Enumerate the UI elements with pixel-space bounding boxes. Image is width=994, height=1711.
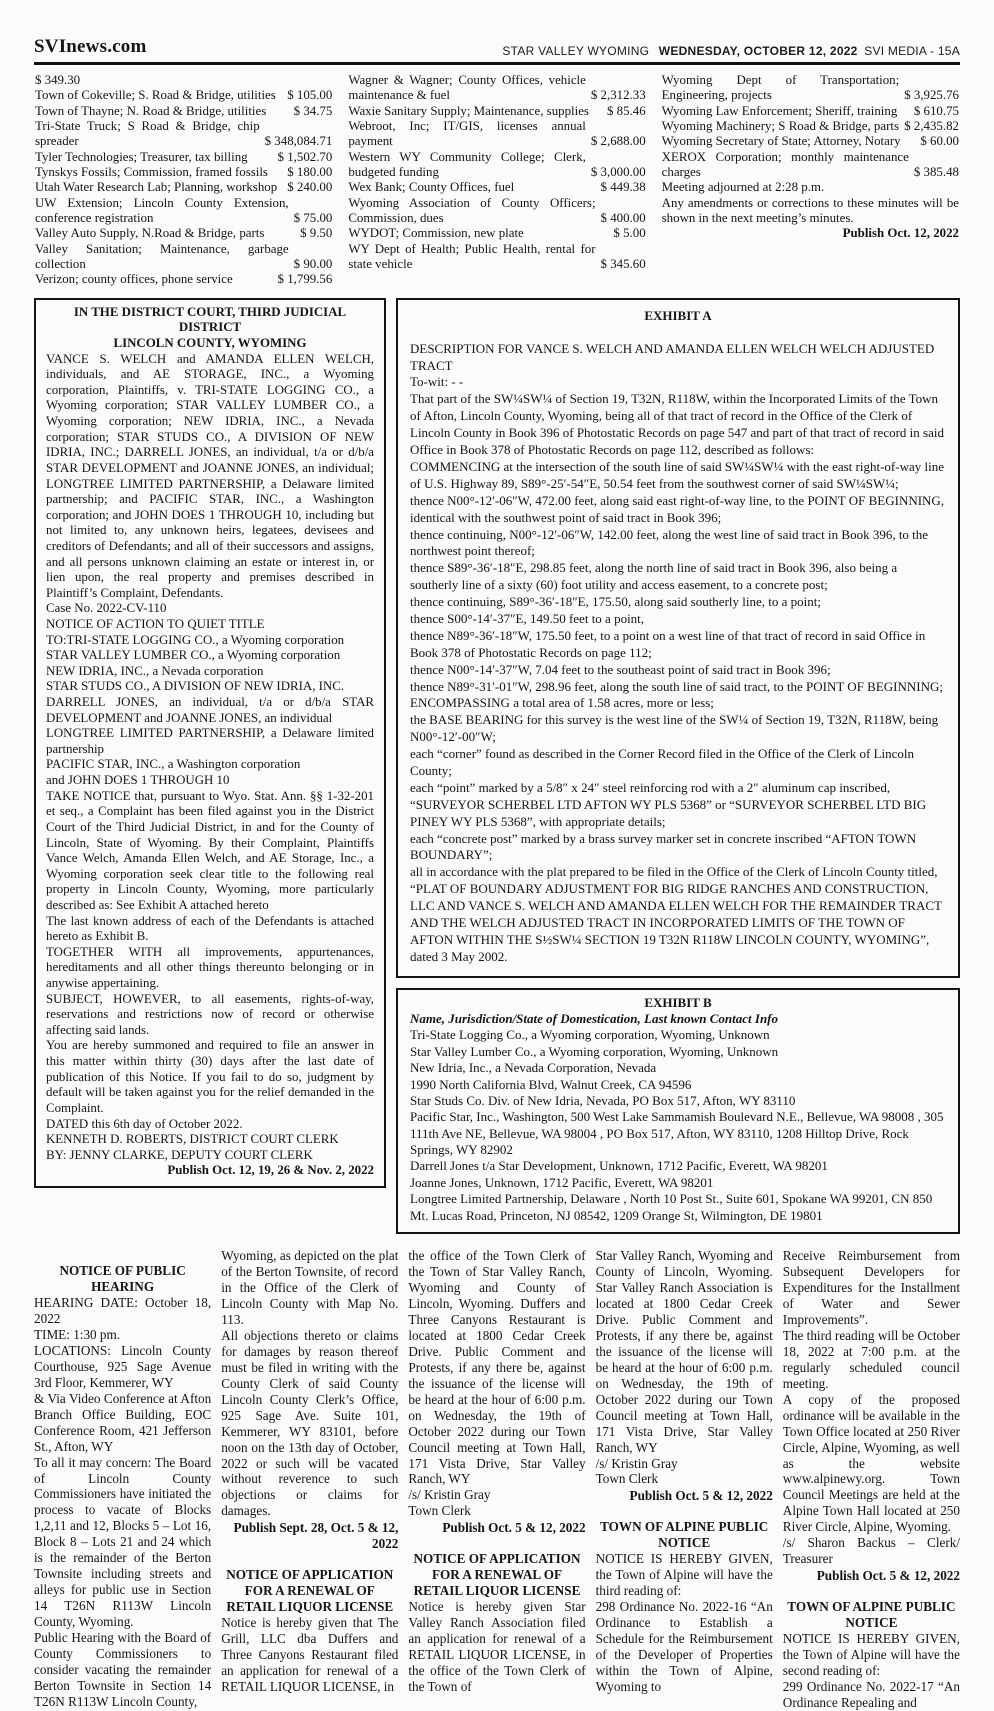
- expense-row: [348, 119, 645, 150]
- notice-paragraph: Town Clerk: [408, 1503, 471, 1519]
- expense-row: [35, 272, 332, 287]
- notice-paragraph: The third reading will be October 18, 2022 at 7:00 p.m. at the regularly scheduled council meeting.: [782, 1327, 960, 1391]
- exhibit-a-paragraph: each “corner” found as described in the Corner Record filed in the Office of the Clerk of Lincoln County;: [410, 746, 915, 778]
- notice-paragraph: Publish Sept. 28, Oct. 5 & 12, 2022: [233, 1520, 399, 1552]
- expense-amount: $ 385.48: [913, 165, 959, 180]
- exhibit-a-paragraph: COMMENCING at the intersection of the south line of said SW¼SW¼ with the east right-of-way line of U.S. Highway 89, S89°-25′-54″E, 50.54 feet from the southwest corner of said SW¼SW¼;: [410, 458, 944, 491]
- expense-amount: $ 34.75: [293, 103, 333, 118]
- expense-amount: $ 449.38: [600, 180, 646, 195]
- exhibit-a-paragraph: thence continuing, N00°-12′-06″W, 142.00 feet, along the west line of said tract in Book 396, to the northwest point thereof;: [410, 526, 929, 559]
- notice-column-2: [221, 1248, 398, 1711]
- expense-description: Wyoming Secretary of State; Attorney, Notary: [661, 134, 901, 149]
- exhibit-b-subtitle: Name, Jurisdiction/State of Domestication, Last known Contact Info: [410, 1011, 779, 1027]
- notice-paragraph: TIME: 1:30 pm.: [34, 1326, 121, 1342]
- dateline-date: WEDNESDAY, OCTOBER 12, 2022: [658, 44, 858, 58]
- notice-paragraph: NOTICE IS HEREBY GIVEN, the Town of Alpine will have the third reading of:: [595, 1551, 773, 1599]
- expense-amount: $ 345.60: [600, 257, 646, 272]
- exhibit-a-paragraph: thence N00°-12′-06″W, 472.00 feet, along said east right-of-way line, to the POINT OF BEGINNING, identical with the southwest point of said tract in Book 396;: [410, 492, 945, 525]
- expense-amount: $ 2,435.82: [904, 119, 959, 134]
- masthead: [34, 36, 960, 65]
- minutes-note: Publish Oct. 12, 2022: [842, 226, 959, 241]
- court-paragraph: NOTICE OF ACTION TO QUIET TITLE: [46, 617, 265, 631]
- expense-row: [348, 104, 645, 119]
- expense-amount: $ 3,925.76: [904, 88, 959, 103]
- district-court-notice: [34, 298, 386, 1188]
- expense-description: Valley Auto Supply, N.Road & Bridge, parts: [35, 226, 265, 241]
- notice-column-5: [783, 1248, 960, 1711]
- court-paragraph: The last known address of each of the Defendants is attached hereto as Exhibit B.: [46, 913, 374, 944]
- exhibit-a-paragraph: thence N89°-31′-01″W, 298.96 feet, along the south line of said tract, to the POINT OF BEGINNING;: [410, 678, 943, 694]
- notice-column-1: [34, 1248, 211, 1711]
- court-paragraph: VANCE S. WELCH and AMANDA ELLEN WELCH, individuals, and AE STORAGE, INC., a Wyoming corporation, Plaintiffs, v. TRI-STATE LOGGING CO., a Wyoming corporation; STAR VALLEY LUMBER CO., a Wyoming corporation; NEW IDRIA, INC., a Nevada corporation; STAR STUDS CO., A DIVISION OF NEW IDRIA, INC.; DARRELL JONES, an individual, t/a or d/b/a STAR DEVELOPMENT and JOANNE JONES, an individual; LONGTREE LIMITED PARTNERSHIP, a Delaware limited partnership; and PACIFIC STAR, INC., a Washington corporation; and JOHN DOES 1 THROUGH 10, including but not limited to, any unknown heirs, legatees, devisees and creditors of Defendants; and all of their successors and assigns, and all persons unknown claiming an estate or interest in, or lien upon, the real property and premises described in Plaintiff’s Complaint, Defendants.: [46, 351, 374, 600]
- minutes-column-3: [662, 73, 959, 288]
- legal-notices-middle: [34, 298, 960, 1234]
- exhibit-b-line: Pacific Star, Inc., Washington, 500 West Lake Sammamish Boulevard N.E., Bellevue, WA 98008 , 305 111th Ave NE, Bellevue, WA 98004 , PO Box 517, Afton, WY 83110, 1208 Hilltop Drive, Rock Springs, WY 82902: [410, 1109, 944, 1158]
- expense-description: Tri-State Truck; S Road & Bridge, chip spreader: [35, 119, 260, 149]
- expense-amount: $ 180.00: [287, 165, 333, 180]
- exhibit-b-line: Joanne Jones, Unknown, 1712 Pacific, Everett, WA 98201: [410, 1174, 714, 1190]
- notice-paragraph: Public Hearing with the Board of County Commissioners to consider vacating the remainder Berton Townsite in Section 14 T26N R113W Lincoln County,: [34, 1630, 212, 1710]
- minutes-column-1: [35, 73, 332, 288]
- notice-paragraph: Notice is hereby given that The Grill, LLC dba Duffers and Three Canyons Restaurant filed an application for renewal of a RETAIL LIQUOR LICENSE, in: [221, 1615, 399, 1695]
- court-paragraph: PACIFIC STAR, INC., a Washington corporation: [46, 757, 301, 772]
- notice-paragraph: All objections thereto or claims for damages by reason thereof must be filed in writing with the County Clerk of said County Lincoln County Clerk’s Office, 925 Sage Ave. Suite 101, Kemmerer, WY 83101, before noon on the 13th day of October, 2022 or such will be vacated without reverence to such objections or claims for damages.: [221, 1327, 399, 1519]
- expense-amount: $ 90.00: [293, 257, 333, 272]
- notice-paragraph: Wyoming, as depicted on the plat of the Berton Townsite, of record in the Office of the Clerk of Lincoln County with Map No. 113.: [221, 1247, 399, 1327]
- expense-description: Town of Cokeville; S. Road & Bridge, utilities: [35, 88, 276, 103]
- expense-description: WY Dept of Health; Public Health, rental for state vehicle: [348, 241, 596, 272]
- court-paragraph: DATED this 6th day of October 2022.: [46, 1116, 243, 1131]
- expense-row: [662, 73, 959, 104]
- exhibits-column: [396, 298, 960, 1234]
- expense-description: $ 349.30: [35, 73, 81, 87]
- expense-row: [348, 196, 645, 227]
- expense-row: [35, 180, 332, 195]
- public-notices-section: [34, 1234, 960, 1711]
- site-title: SVInews.com: [34, 36, 147, 57]
- expense-row: [35, 226, 332, 241]
- exhibit-a-paragraph: ENCOMPASSING a total area of 1.58 acres, more or less;: [410, 695, 714, 711]
- expense-amount: $ 2,688.00: [590, 134, 646, 149]
- notice-paragraph: & Via Video Conference at Afton Branch Office Building, EOC Conference Room, 421 Jefferson St., Afton, WY: [34, 1390, 212, 1454]
- exhibit-a-title: EXHIBIT A: [644, 307, 712, 323]
- expense-row: [662, 134, 959, 149]
- court-paragraph: STAR VALLEY LUMBER CO., a Wyoming corporation: [46, 648, 341, 663]
- notice-column-3: [408, 1248, 585, 1711]
- notice-paragraph: NOTICE OF PUBLIC HEARING: [59, 1262, 186, 1294]
- expense-description: Waxie Sanitary Supply; Maintenance, supplies: [348, 103, 589, 118]
- exhibit-a-paragraph: thence N00°-14′-37″W, 7.04 feet to the southeast point of said tract in Book 396;: [410, 661, 831, 677]
- minutes-column-3-notes: [662, 180, 959, 241]
- expense-amount: $ 3,000.00: [590, 165, 646, 180]
- expense-row: [348, 73, 645, 104]
- exhibit-a: [396, 298, 960, 978]
- expense-description: Tyler Technologies; Treasurer, tax billing: [35, 149, 248, 164]
- exhibit-a-paragraph: thence S00°-14′-37″E, 149.50 feet to a point,: [410, 610, 645, 626]
- court-paragraph: BY: JENNY CLARKE, DEPUTY COURT CLERK: [46, 1147, 313, 1162]
- exhibit-a-paragraph: the BASE BEARING for this survey is the west line of the SW¼ of Section 19, T32N, R118W, being N00°-12′-00″W;: [410, 712, 939, 745]
- notice-paragraph: TOWN OF ALPINE PUBLIC NOTICE: [787, 1599, 956, 1631]
- expense-description: Western WY Community College; Clerk, budgeted funding: [348, 149, 586, 180]
- notice-paragraph: Star Valley Ranch, Wyoming and County of Lincoln, Wyoming. Star Valley Ranch Association is located at 1800 Cedar Creek Drive. Public Comment and Protests, if any there be, against the issuance of the license will be heard at the hour of 6:00 p.m. on Wednesday, the 19th of October 2022 during our Town Council meeting at Town Hall, 171 Vista Drive, Star Valley Ranch, WY: [595, 1247, 773, 1455]
- exhibit-b-line: Darrell Jones t/a Star Development, Unknown, 1712 Pacific, Everett, WA 98201: [410, 1158, 828, 1174]
- expense-amount: $ 75.00: [293, 211, 333, 226]
- exhibit-b-line: New Idria, Inc., a Nevada Corporation, Nevada: [410, 1060, 657, 1076]
- notice-paragraph: 299 Ordinance No. 2022-17 “An Ordinance Repealing and: [782, 1679, 960, 1711]
- expense-row: [662, 104, 959, 119]
- expense-amount: $ 5.00: [613, 226, 646, 241]
- court-paragraph: NEW IDRIA, INC., a Nevada corporation: [46, 663, 264, 678]
- expense-amount: $ 105.00: [287, 88, 333, 103]
- expense-row: [35, 165, 332, 180]
- exhibit-a-paragraph: each “concrete post” marked by a brass survey marker set in concrete inscribed “AFTON TOWN BOUNDARY”;: [410, 830, 917, 863]
- dateline-location: STAR VALLEY WYOMING: [502, 44, 650, 58]
- notice-paragraph: Receive Reimbursement from Subsequent Developers for Expenditures for the Installment of Water and Sewer Improvements”.: [782, 1247, 960, 1327]
- expense-row: [662, 150, 959, 181]
- expense-description: Wyoming Association of County Officers; Commission, dues: [348, 195, 596, 226]
- court-paragraph: STAR STUDS CO., A DIVISION OF NEW IDRIA, INC.: [46, 679, 345, 694]
- notice-paragraph: Publish Oct. 5 & 12, 2022: [816, 1568, 960, 1584]
- court-title-line2: LINCOLN COUNTY, WYOMING: [113, 336, 307, 351]
- exhibit-a-paragraph: thence S89°-36′-18″E, 298.85 feet, along the north line of said tract in Book 396, also being a southerly line of a sixty (60) foot utility and access easement, to a concrete post;: [410, 560, 898, 593]
- exhibit-a-paragraph: thence continuing, S89°-36′-18″E, 175.50, along said southerly line, to a point;: [410, 594, 821, 610]
- minutes-note: Meeting adjourned at 2:28 p.m.: [661, 180, 825, 195]
- expense-row: [35, 196, 332, 227]
- court-paragraph: Publish Oct. 12, 19, 26 & Nov. 2, 2022: [167, 1163, 374, 1178]
- expense-description: Wyoming Dept of Transportation; Engineering, projects: [661, 73, 900, 103]
- dateline-edition: SVI MEDIA - 15A: [864, 44, 960, 58]
- expense-description: Wagner & Wagner; County Offices, vehicle maintenance & fuel: [348, 73, 586, 103]
- expense-amount: $ 610.75: [913, 103, 959, 118]
- exhibit-b-line: Tri-State Logging Co., a Wyoming corporation, Wyoming, Unknown: [410, 1027, 770, 1043]
- expense-description: WYDOT; Commission, new plate: [348, 226, 524, 241]
- expense-row: [35, 73, 332, 88]
- exhibit-a-paragraph: thence N89°-36′-18″W, 175.50 feet, to a point on a west line of that tract of record in said Office in Book 378 of Photostatic Records on page 112;: [410, 627, 926, 660]
- court-body: [46, 352, 374, 1179]
- expense-description: Utah Water Research Lab; Planning, workshop: [35, 180, 278, 195]
- exhibit-b-line: Star Valley Lumber Co., a Wyoming corporation, Wyoming, Unknown: [410, 1043, 779, 1059]
- court-paragraph: SUBJECT, HOWEVER, to all easements, rights-of-way, reservations and restrictions now of record or otherwise affecting said lands.: [46, 991, 374, 1037]
- court-paragraph: KENNETH D. ROBERTS, DISTRICT COURT CLERK: [46, 1132, 339, 1147]
- expense-row: [35, 104, 332, 119]
- notice-paragraph: NOTICE OF APPLICATION FOR A RENEWAL OF RETAIL LIQUOR LICENSE: [413, 1551, 581, 1599]
- notice-paragraph: To all it may concern: The Board of Lincoln County Commissioners have initiated the process to vacate of Blocks 1,2,11 and 12, Blocks 5 – Lot 16, Block 8 – Lots 21 and 24 which is the remainder of the Berton Townsite including streets and alleys for public use in Section 14 T26N R113W Lincoln County, Wyoming.: [34, 1454, 212, 1630]
- notice-paragraph: TOWN OF ALPINE PUBLIC NOTICE: [600, 1519, 769, 1551]
- court-title-line1: IN THE DISTRICT COURT, THIRD JUDICIAL DISTRICT: [73, 304, 347, 335]
- expense-row: [35, 242, 332, 273]
- exhibit-a-body: [410, 341, 946, 966]
- exhibit-a-paragraph: That part of the SW¼SW¼ of Section 19, T32N, R118W, within the Incorporated Limits of the Town of Afton, Lincoln County, Wyoming, being all of that tract of record in the Office of the Clerk of Lincoln County in Book 396 of Photostatic Records on page 547 and part of that tract of record in said Office in Book 378 of Photostatic Records on page 112, described as follows:: [410, 391, 944, 458]
- expense-description: XEROX Corporation; monthly maintenance charges: [661, 149, 909, 180]
- dateline: [499, 44, 960, 58]
- expense-amount: $ 1,799.56: [277, 272, 333, 287]
- notice-paragraph: LOCATIONS: Lincoln County Courthouse, 925 Sage Avenue 3rd Floor, Kemmerer, WY: [34, 1342, 212, 1390]
- expense-row: [35, 150, 332, 165]
- expense-row: [35, 88, 332, 103]
- exhibit-a-paragraph: To-wit: - -: [410, 374, 464, 390]
- minutes-note: Any amendments or corrections to these minutes will be shown in the next meeting’s minutes.: [661, 195, 959, 226]
- court-paragraph: DARRELL JONES, an individual, t/a or d/b/a STAR DEVELOPMENT and JOANNE JONES, an individual: [46, 695, 374, 725]
- expense-description: Wex Bank; County Offices, fuel: [348, 180, 515, 195]
- notice-paragraph: /s/ Kristin Gray: [408, 1487, 491, 1503]
- expense-row: [348, 242, 645, 273]
- notice-paragraph: /s/ Kristin Gray: [595, 1455, 678, 1471]
- expense-amount: $ 2,312.33: [590, 88, 646, 103]
- notice-paragraph: 298 Ordinance No. 2022-16 “An Ordinance to Establish a Schedule for the Reimbursement of the Developer of Properties within the Town of Alpine, Wyoming to: [595, 1599, 773, 1695]
- expense-amount: $ 85.46: [606, 103, 646, 118]
- notice-column-4: [596, 1248, 773, 1711]
- expense-amount: $ 60.00: [920, 134, 959, 149]
- expense-description: Valley Sanitation; Maintenance, garbage collection: [35, 241, 289, 272]
- exhibit-b-title: EXHIBIT B: [644, 994, 712, 1010]
- court-paragraph: You are hereby summoned and required to file an answer in this matter within thirty (30) days after the last date of publication of this Notice. If you fail to do so, judgment by default will be taken against you for the relief demanded in the Complaint.: [46, 1038, 374, 1115]
- expense-amount: $ 1,502.70: [277, 149, 333, 164]
- expense-row: [35, 119, 332, 150]
- notice-paragraph: NOTICE IS HEREBY GIVEN, the Town of Alpine will have the second reading of:: [782, 1631, 960, 1679]
- exhibit-b-line: 1990 North California Blvd, Walnut Creek, CA 94596: [410, 1076, 692, 1092]
- commissioner-minutes-section: [34, 65, 960, 298]
- expense-row: [348, 226, 645, 241]
- expense-amount: $ 348,084.71: [264, 134, 333, 149]
- expense-description: Webroot, Inc; IT/GIS, licenses annual payment: [348, 119, 586, 149]
- notice-paragraph: the office of the Town Clerk of the Town of Star Valley Ranch, Wyoming and County of Lincoln, Wyoming. Duffers and Three Canyons Restaurant is located at 1800 Cedar Creek Drive. Public Comment and Protests, if any there be, against the issuance of the license will be heard at the hour of 6:00 p.m. on Wednesday, the 19th of October 2022 during our Town Council meeting at Town Hall, 171 Vista Drive, Star Valley Ranch, WY: [408, 1247, 586, 1487]
- expense-description: Tynskys Fossils; Commission, framed fossils: [35, 165, 268, 180]
- exhibit-a-paragraph: DESCRIPTION FOR VANCE S. WELCH AND AMANDA ELLEN WELCH WELCH ADJUSTED TRACT: [410, 340, 935, 373]
- expense-description: Town of Thayne; N. Road & Bridge, utilities: [35, 103, 267, 118]
- notice-paragraph: HEARING DATE: October 18, 2022: [34, 1294, 212, 1326]
- notice-paragraph: A copy of the proposed ordinance will be available in the Town Office located at 250 River Circle, Alpine, Wyoming, as well as the website www.alpinewy.org. Town Council Meetings are held at the Alpine Town Hall located at 250 River Circle, Alpine, Wyoming.: [782, 1391, 960, 1535]
- notice-paragraph: /s/ Sharon Backus – Clerk/ Treasurer: [782, 1535, 960, 1567]
- court-paragraph: Case No. 2022-CV-110: [46, 601, 167, 616]
- court-paragraph: TO:TRI-STATE LOGGING CO., a Wyoming corporation: [46, 632, 345, 647]
- expense-row: [348, 180, 645, 195]
- minutes-column-2: [348, 73, 645, 288]
- expense-row: [348, 150, 645, 181]
- expense-amount: $ 240.00: [287, 180, 333, 195]
- expense-description: Wyoming Law Enforcement; Sheriff, training: [661, 103, 898, 118]
- exhibit-b-body: [410, 1027, 946, 1224]
- court-paragraph: LONGTREE LIMITED PARTNERSHIP, a Delaware limited partnership: [46, 726, 374, 756]
- exhibit-a-paragraph: each “point” marked by a 5/8″ x 24″ steel reinforcing rod with a 2″ aluminum cap inscribed, “SURVEYOR SCHERBEL LTD AFTON WY PLS 5368” or “SURVEYOR SCHERBEL LTD BIG PINEY WY PLS 5368”, with appropriate details;: [410, 779, 927, 829]
- court-paragraph: and JOHN DOES 1 THROUGH 10: [46, 773, 230, 788]
- exhibit-b: [396, 988, 960, 1234]
- expense-amount: $ 9.50: [300, 226, 333, 241]
- notice-paragraph: Town Clerk: [595, 1471, 659, 1487]
- exhibit-b-line: Star Studs Co. Div. of New Idria, Nevada, PO Box 517, Afton, WY 83110: [410, 1092, 796, 1108]
- expense-description: Verizon; county offices, phone service: [35, 272, 233, 287]
- notice-paragraph: Publish Oct. 5 & 12, 2022: [442, 1520, 586, 1536]
- exhibit-a-paragraph: all in accordance with the plat prepared to be filed in the Office of the Clerk of Lincoln County titled, “PLAT OF BOUNDARY ADJUSTMENT FOR BIG RIDGE RANCHES AND CONSTRUCTION, LLC AND VANCE S. WELCH AND AMANDA ELLEN WELCH FOR THE REMAINDER TRACT AND THE WELCH ADJUSTED TRACT IN INCORPORATED LIMITS OF THE TOWN OF AFTON WITHIN THE S½SW¼ SECTION 19 T32N R118W LINCOLN COUNTY, WYOMING”, dated 3 May 2002.: [410, 864, 942, 964]
- notice-paragraph: Notice is hereby given Star Valley Ranch Association filed an application for renewal of a RETAIL LIQUOR LICENSE, in the office of the Town Clerk of the Town of: [408, 1599, 586, 1695]
- court-paragraph: TOGETHER WITH all improvements, appurtenances, hereditaments and all other things thereunto belonging or in anywise appertaining.: [46, 944, 374, 991]
- court-paragraph: TAKE NOTICE that, pursuant to Wyo. Stat. Ann. §§ 1-32-201 et seq., a Complaint has been filed against you in the District Court of the Third Judicial District, in and for the County of Lincoln, State of Wyoming. By their Complaint, Plaintiffs Vance Welch, Amanda Ellen Welch, and AE Storage, Inc., a Wyoming corporation seek clear title to the following real property in Lincoln County, Wyoming, more particularly described as: See Exhibit A attached hereto: [46, 788, 374, 912]
- exhibit-b-line: Longtree Limited Partnership, Delaware , North 10 Post St., Suite 601, Spokane WA 99201, CN 850 Mt. Lucas Road, Princeton, NJ 08542, 1209 Orange St, Wilmington, DE 19801: [410, 1191, 933, 1223]
- notice-paragraph: Publish Oct. 5 & 12, 2022: [629, 1488, 773, 1504]
- expense-amount: $ 400.00: [600, 211, 646, 226]
- expense-description: UW Extension; Lincoln County Extension, conference registration: [35, 195, 289, 226]
- expense-description: Wyoming Machinery; S Road & Bridge, parts: [661, 119, 899, 134]
- minutes-column-3-expenses: [662, 73, 959, 180]
- notice-paragraph: NOTICE OF APPLICATION FOR A RENEWAL OF RETAIL LIQUOR LICENSE: [226, 1567, 394, 1615]
- expense-row: [662, 119, 959, 134]
